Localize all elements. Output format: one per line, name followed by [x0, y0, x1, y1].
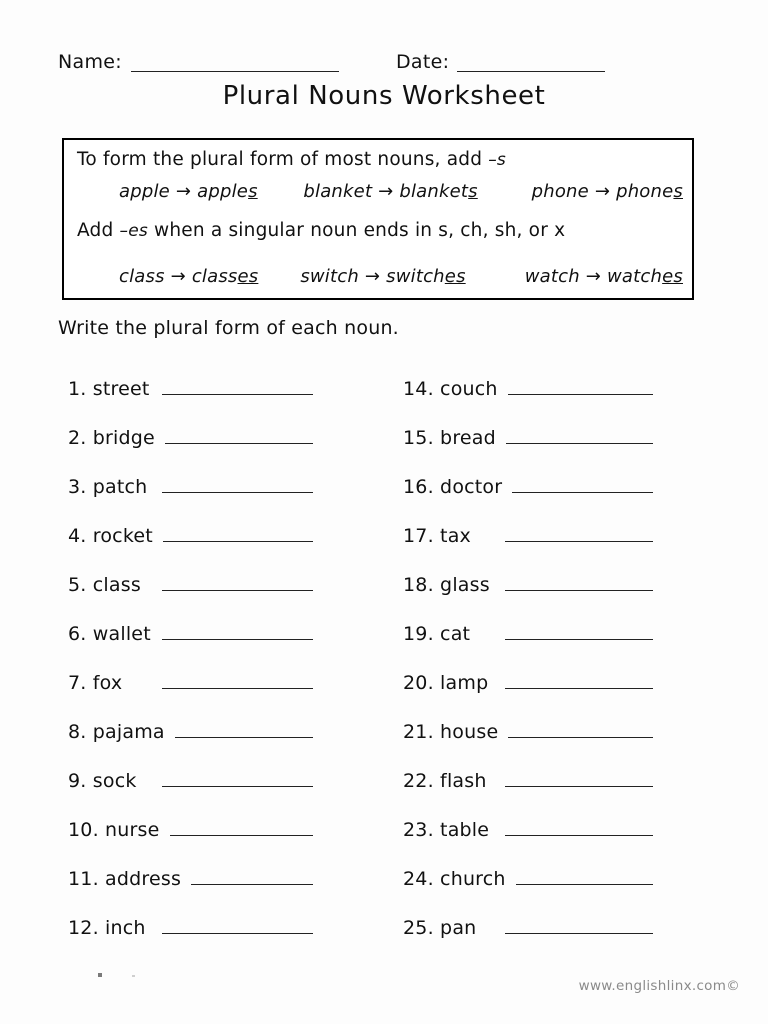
example-item — [77, 181, 303, 202]
problem-row — [403, 868, 653, 917]
problem-label: 1. street — [68, 378, 150, 400]
problem-label: 8. pajama — [68, 721, 165, 743]
example-plural-stem: watch — [607, 266, 663, 287]
problem-label: 23. table — [403, 819, 490, 841]
name-label: Name: — [58, 51, 122, 73]
example-singular: watch — [524, 266, 580, 287]
example-item — [532, 181, 683, 202]
problem-label: 5. class — [68, 574, 141, 596]
answer-blank-line[interactable] — [505, 675, 653, 689]
problem-label: 6. wallet — [68, 623, 151, 645]
arrow-icon: → — [378, 181, 394, 202]
instruction-text: Write the plural form of each noun. — [58, 317, 399, 339]
problem-row — [68, 476, 313, 525]
arrow-icon: → — [594, 181, 611, 202]
problem-label: 14. couch — [403, 378, 498, 400]
example-item — [300, 266, 524, 287]
example-item — [77, 266, 300, 287]
problem-label: 4. rocket — [68, 525, 153, 547]
problem-row — [68, 721, 313, 770]
problem-label: 25. pan — [403, 917, 477, 939]
problem-label: 21. house — [403, 721, 499, 743]
answer-blank-line[interactable] — [162, 381, 313, 395]
example-plural-suffix: es — [237, 266, 259, 287]
example-plural-stem: apple — [197, 181, 249, 202]
problem-row — [403, 770, 653, 819]
page-artifact — [132, 975, 135, 977]
problem-row — [403, 917, 653, 966]
problem-label: 20. lamp — [403, 672, 489, 694]
date-blank-line[interactable] — [457, 56, 605, 72]
problem-label: 18. glass — [403, 574, 490, 596]
page-title: Plural Nouns Worksheet — [222, 81, 546, 111]
problem-label: 11. address — [68, 868, 182, 890]
problem-row — [403, 427, 653, 476]
problem-label: 2. bridge — [68, 427, 155, 449]
answer-blank-line[interactable] — [505, 773, 653, 787]
rule-one — [77, 149, 506, 170]
answer-blank-line[interactable] — [175, 724, 313, 738]
answer-blank-line[interactable] — [163, 528, 313, 542]
problem-label: 12. inch — [68, 917, 146, 939]
problem-label: 3. patch — [68, 476, 148, 498]
problems-right-column — [403, 378, 653, 966]
example-plural-suffix: es — [662, 266, 683, 287]
example-singular: blanket — [303, 181, 373, 202]
arrow-icon: → — [585, 266, 602, 287]
answer-blank-line[interactable] — [505, 822, 653, 836]
problem-label: 15. bread — [403, 427, 496, 449]
answer-blank-line[interactable] — [505, 528, 653, 542]
problem-row — [68, 378, 313, 427]
answer-blank-line[interactable] — [170, 822, 313, 836]
example-item — [525, 266, 683, 287]
arrow-icon: → — [170, 266, 186, 287]
answer-blank-line[interactable] — [191, 871, 313, 885]
problem-row — [68, 574, 313, 623]
problem-label: 10. nurse — [68, 819, 160, 841]
problem-label: 17. tax — [403, 525, 471, 547]
examples-row-two — [77, 266, 683, 287]
example-plural-suffix: s — [673, 181, 683, 202]
problem-row — [403, 525, 653, 574]
problem-row — [68, 819, 313, 868]
answer-blank-line[interactable] — [508, 724, 653, 738]
problem-row — [68, 525, 313, 574]
arrow-icon: → — [175, 181, 192, 202]
answer-blank-line[interactable] — [162, 626, 313, 640]
rule-one-text: To form the plural form of most nouns, add — [77, 149, 489, 170]
problem-label: 7. fox — [68, 672, 123, 694]
answer-blank-line[interactable] — [505, 626, 653, 640]
answer-blank-line[interactable] — [162, 577, 313, 591]
answer-blank-line[interactable] — [516, 871, 653, 885]
problem-row — [68, 427, 313, 476]
problem-label: 9. sock — [68, 770, 137, 792]
problem-row — [403, 623, 653, 672]
answer-blank-line[interactable] — [165, 430, 313, 444]
date-label: Date: — [395, 51, 450, 73]
name-date-row — [58, 42, 618, 72]
rule-two-prefix: Add — [77, 220, 120, 241]
page-artifact — [98, 973, 102, 977]
example-plural-stem: blanket — [399, 181, 469, 202]
example-singular: apple — [119, 181, 170, 202]
examples-row-one — [77, 181, 683, 202]
answer-blank-line[interactable] — [162, 675, 313, 689]
answer-blank-line[interactable] — [505, 920, 653, 934]
problems-left-column — [68, 378, 313, 966]
problem-row — [403, 819, 653, 868]
problem-row — [403, 574, 653, 623]
example-singular: class — [119, 266, 165, 287]
rule-two — [77, 220, 565, 241]
answer-blank-line[interactable] — [162, 773, 313, 787]
example-plural-stem: class — [191, 266, 238, 287]
footer-credit: www.englishlinx.com© — [578, 978, 740, 994]
problem-row — [403, 672, 653, 721]
problem-label: 24. church — [403, 868, 506, 890]
problem-row — [68, 623, 313, 672]
example-plural-stem: switch — [386, 266, 445, 287]
answer-blank-line[interactable] — [508, 381, 653, 395]
name-blank-line[interactable] — [131, 56, 339, 72]
problem-label: 19. cat — [403, 623, 471, 645]
answer-blank-line[interactable] — [512, 479, 653, 493]
problem-row — [68, 770, 313, 819]
example-plural-stem: phone — [616, 181, 674, 202]
problem-label: 22. flash — [403, 770, 487, 792]
rule-two-suffix: when a singular noun ends in s, ch, sh, or x — [147, 220, 566, 241]
example-plural-suffix: s — [468, 181, 478, 202]
problem-label: 16. doctor — [403, 476, 503, 498]
example-item — [303, 181, 531, 202]
example-plural-suffix: s — [248, 181, 258, 202]
example-singular: phone — [531, 181, 589, 202]
arrow-icon: → — [364, 266, 381, 287]
answer-blank-line[interactable] — [506, 430, 653, 444]
problem-row — [68, 917, 313, 966]
answer-blank-line[interactable] — [162, 920, 313, 934]
rule-one-emphasis: –s — [488, 150, 506, 170]
example-singular: switch — [300, 266, 359, 287]
rule-two-emphasis: –es — [119, 221, 148, 241]
problem-row — [403, 721, 653, 770]
problem-row — [403, 378, 653, 427]
problem-row — [68, 868, 313, 917]
rules-box — [62, 138, 694, 300]
problem-row — [403, 476, 653, 525]
answer-blank-line[interactable] — [505, 577, 653, 591]
example-plural-suffix: es — [444, 266, 466, 287]
problem-row — [68, 672, 313, 721]
answer-blank-line[interactable] — [162, 479, 313, 493]
